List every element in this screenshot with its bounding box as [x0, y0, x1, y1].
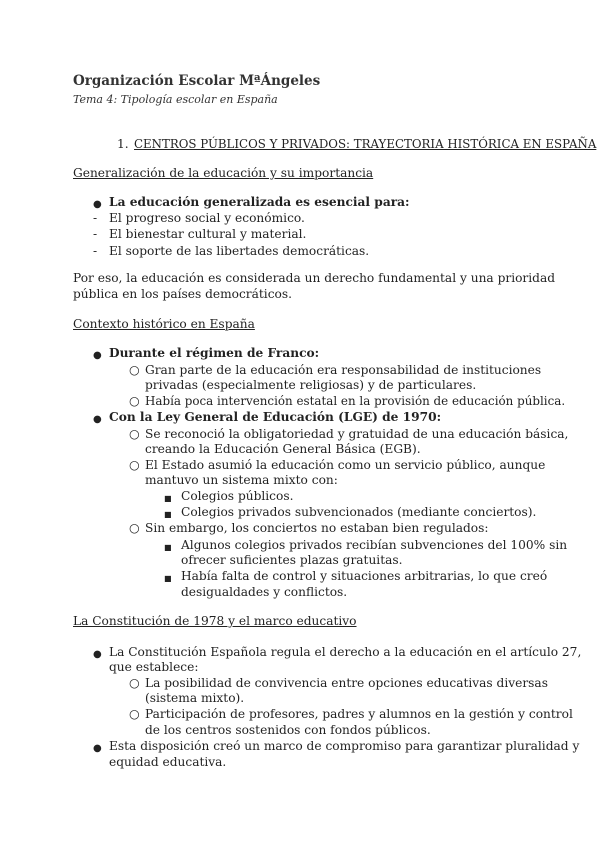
gen-paragraph-text-1: Por eso, la educación es considerada un derecho fundamental y una prioridad — [73, 271, 556, 285]
section-heading: CENTROS PÚBLICOS Y PRIVADOS: TRAYECTORIA HISTÓRICA EN ESPAÑA — [134, 137, 597, 151]
dash-marker: - — [93, 211, 98, 225]
document-title: Organización Escolar MªÁngeles — [73, 73, 321, 89]
circle-marker: ○ — [129, 676, 140, 690]
lge-item-3-sub-1-text-1: Algunos colegios privados recibían subvenciones del 100% sin — [181, 538, 568, 552]
gen-bullet: La educación generalizada es esencial para: — [109, 195, 410, 209]
lge-bullet: Con la Ley General de Educación (LGE) de 1970: — [109, 410, 442, 424]
gen-item-2: El bienestar cultural y material. — [109, 227, 307, 241]
const-sub-2-line-1 — [145, 706, 573, 723]
section-number: 1. — [117, 137, 129, 151]
bullet-marker: ● — [93, 743, 102, 754]
hist-heading: Contexto histórico en España — [73, 317, 255, 331]
lge-item-1-line-2: creando la Educación General Básica (EGB). — [145, 442, 421, 456]
circle-marker: ○ — [129, 427, 140, 441]
dash-marker: - — [93, 244, 98, 258]
square-marker: ■ — [164, 574, 172, 583]
square-marker: ■ — [164, 543, 172, 552]
const-bullet-1-text-1: La Constitución Española regula el derecho a la educación en el artículo 27, — [109, 645, 582, 659]
lge-item-3: Sin embargo, los conciertos no estaban bien regulados: — [145, 521, 489, 535]
const-sub-2-text-1: Participación de profesores, padres y alumnos en la gestión y control — [145, 707, 573, 721]
const-bullet-2-line-2: equidad educativa. — [109, 755, 227, 769]
lge-item-2-text-1: El Estado asumió la educación como un servicio público, aunque — [145, 458, 546, 472]
circle-marker: ○ — [129, 707, 140, 721]
const-bullet-1-line-2: que establece: — [109, 660, 199, 674]
circle-marker: ○ — [129, 521, 140, 535]
franco-item-1-line-2: privadas (especialmente religiosas) y de particulares. — [145, 378, 477, 392]
gen-paragraph-line-2: pública en los países democráticos. — [73, 287, 292, 301]
const-sub-1-line-2: (sistema mixto). — [145, 691, 245, 705]
franco-item-2: Había poca intervención estatal en la provisión de educación pública. — [145, 394, 566, 408]
gen-paragraph-line-1 — [73, 270, 556, 287]
dash-marker: - — [93, 227, 98, 241]
lge-item-2-sub-2: Colegios privados subvencionados (mediante conciertos). — [181, 505, 537, 519]
gen-item-1: El progreso social y económico. — [109, 211, 305, 225]
lge-item-2-line-2: mantuvo un sistema mixto con: — [145, 473, 338, 487]
franco-item-1-text-1: Gran parte de la educación era responsabilidad de instituciones — [145, 363, 542, 377]
gen-item-3: El soporte de las libertades democráticas. — [109, 244, 370, 258]
franco-bullet: Durante el régimen de Franco: — [109, 346, 320, 360]
const-bullet-2-text-1: Esta disposición creó un marco de compromiso para garantizar pluralidad y — [109, 739, 580, 753]
lge-item-2-sub-1: Colegios públicos. — [181, 489, 294, 503]
bullet-marker: ● — [93, 350, 102, 361]
bullet-marker: ● — [93, 414, 102, 425]
circle-marker: ○ — [129, 458, 140, 472]
square-marker: ■ — [164, 510, 172, 519]
lge-item-3-sub-2-text-1: Había falta de control y situaciones arbitrarias, lo que creó — [181, 569, 548, 583]
square-marker: ■ — [164, 494, 172, 503]
const-sub-1-text-1: La posibilidad de convivencia entre opciones educativas diversas — [145, 676, 548, 690]
const-bullet-2-line-1 — [109, 738, 580, 755]
const-heading: La Constitución de 1978 y el marco educativo — [73, 614, 357, 628]
gen-heading: Generalización de la educación y su importancia — [73, 166, 374, 180]
circle-marker: ○ — [129, 394, 140, 408]
bullet-marker: ● — [93, 649, 102, 660]
lge-item-3-sub-2-line-1 — [181, 568, 548, 585]
lge-item-3-sub-1-line-2: ofrecer suficientes plazas gratuitas. — [181, 553, 403, 567]
lge-item-3-sub-2-line-2: desigualdades y conflictos. — [181, 585, 348, 599]
const-sub-2-line-2: de los centros sostenidos con fondos públicos. — [145, 723, 431, 737]
bullet-marker: ● — [93, 199, 102, 210]
lge-item-1-text-1: Se reconoció la obligatoriedad y gratuidad de una educación básica, — [145, 427, 569, 441]
circle-marker: ○ — [129, 363, 140, 377]
document-subtitle: Tema 4: Tipología escolar en España — [73, 93, 278, 106]
